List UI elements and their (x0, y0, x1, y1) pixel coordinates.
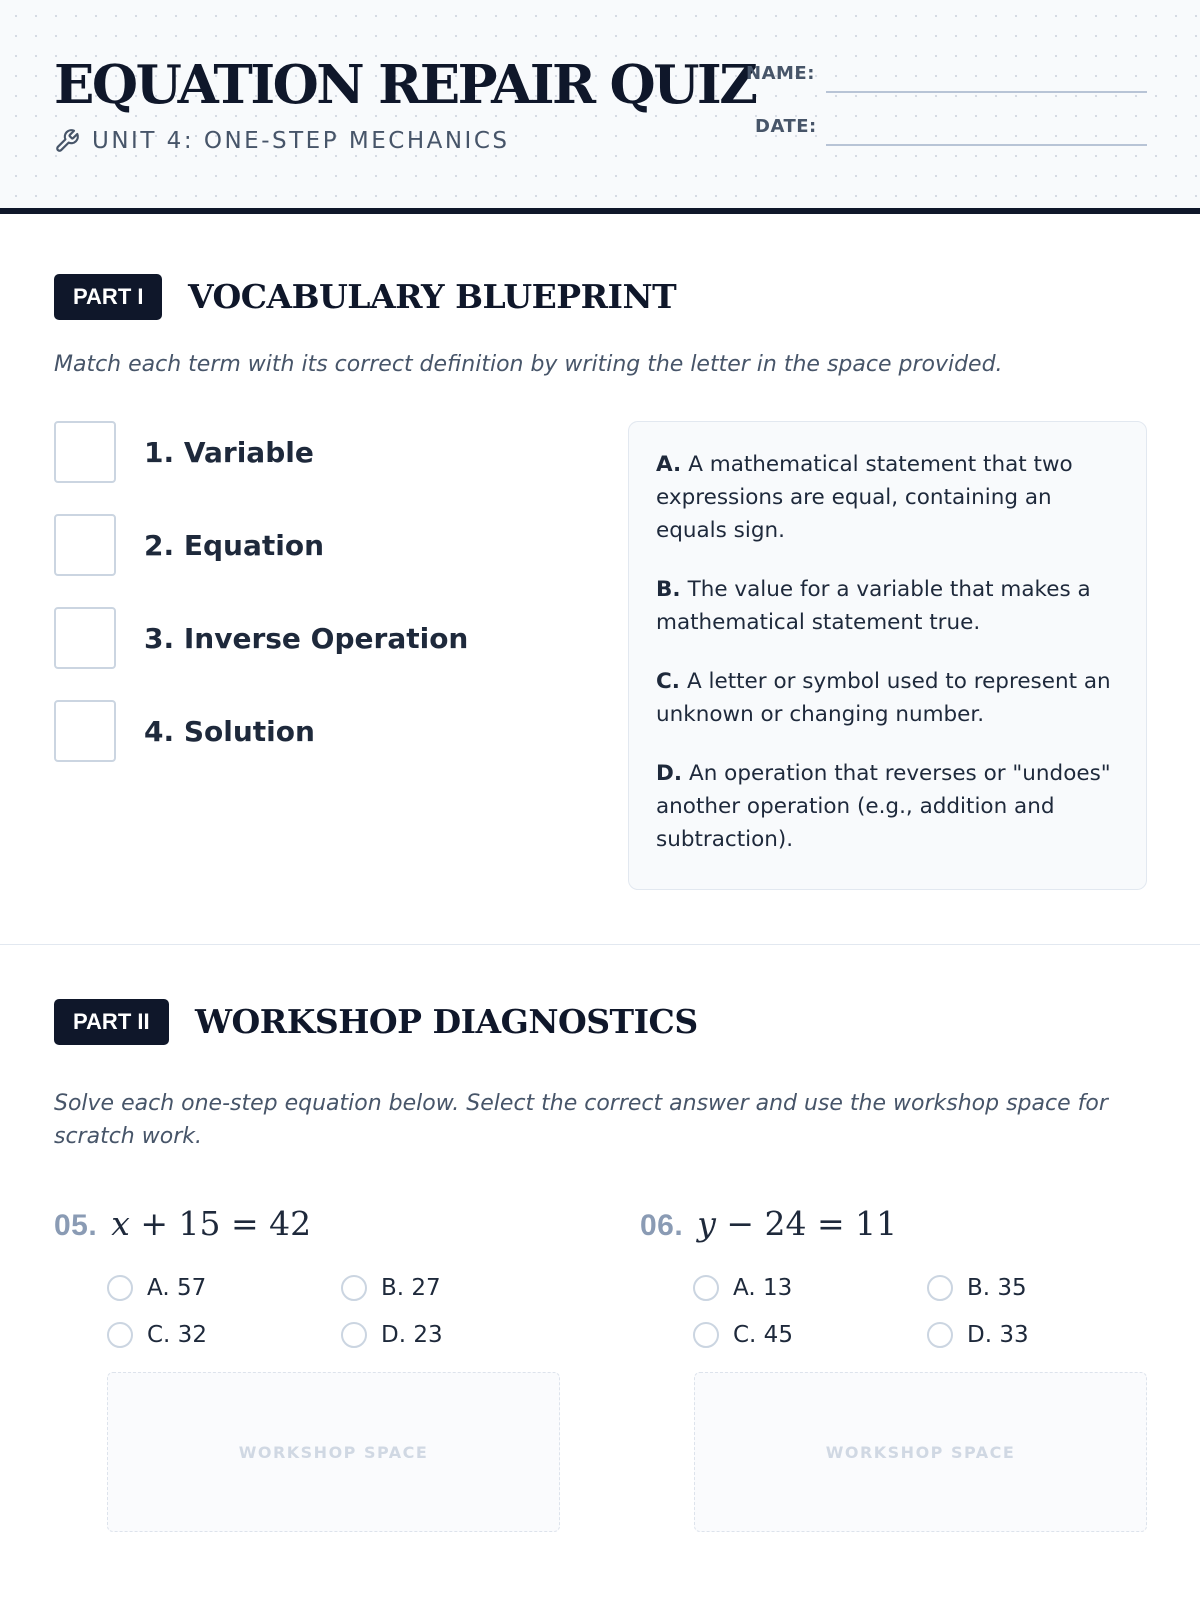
term-label: 1. Variable (144, 435, 314, 469)
definition-item (656, 665, 1120, 731)
term-row (54, 607, 468, 669)
definition-text: A letter or symbol used to represent an unknown or changing number. (656, 669, 1111, 727)
definition-item (656, 757, 1120, 856)
workshop-space-label: WORKSHOP SPACE (238, 1442, 429, 1462)
radio-button[interactable] (693, 1275, 719, 1301)
radio-button[interactable] (341, 1275, 367, 1301)
definition-letter: B. (656, 577, 681, 602)
quiz-title: EQUATION REPAIR QUIZ (54, 54, 756, 116)
answer-box[interactable] (54, 421, 116, 483)
definitions-box (628, 421, 1147, 890)
definition-letter: C. (656, 669, 680, 694)
term-row (54, 514, 324, 576)
part-2-badge: PART II (54, 999, 169, 1045)
term-label: 4. Solution (144, 714, 315, 748)
definition-text: The value for a variable that makes a mathematical statement true. (656, 577, 1091, 635)
answer-option[interactable] (693, 1275, 792, 1301)
option-label: A. 13 (733, 1275, 793, 1301)
answer-box[interactable] (54, 607, 116, 669)
equation-variable: y (697, 1204, 716, 1243)
answer-option[interactable] (693, 1322, 793, 1348)
workshop-space[interactable] (107, 1372, 560, 1532)
definition-letter: D. (656, 761, 683, 786)
answer-option[interactable] (341, 1322, 443, 1348)
question-equation (111, 1204, 311, 1243)
option-label: B. 35 (967, 1275, 1027, 1301)
option-label: A. 57 (147, 1275, 207, 1301)
question-number: 06. (640, 1209, 684, 1242)
term-row (54, 700, 315, 762)
date-label: DATE: (755, 116, 817, 137)
term-label: 2. Equation (144, 528, 325, 562)
equation-variable: x (111, 1204, 130, 1243)
radio-button[interactable] (341, 1322, 367, 1348)
question-number: 05. (54, 1209, 98, 1242)
radio-button[interactable] (107, 1322, 133, 1348)
definition-text: A mathematical statement that two expressions are equal, containing an equals sign. (656, 452, 1073, 543)
radio-button[interactable] (927, 1322, 953, 1348)
term-label: 3. Inverse Operation (144, 621, 469, 655)
part-1-badge: PART I (54, 274, 162, 320)
part-1-instructions: Match each term with its correct definition by writing the letter in the space provided. (54, 352, 1003, 377)
option-label: C. 45 (733, 1322, 793, 1348)
name-field[interactable] (826, 91, 1147, 93)
answer-option[interactable] (927, 1275, 1027, 1301)
answer-box[interactable] (54, 514, 116, 576)
answer-option[interactable] (107, 1322, 207, 1348)
radio-button[interactable] (927, 1275, 953, 1301)
answer-option[interactable] (927, 1322, 1029, 1348)
answer-option[interactable] (107, 1275, 206, 1301)
term-row (54, 421, 314, 483)
equation-expression: − 24 = 11 (715, 1204, 898, 1243)
question-equation (697, 1204, 897, 1243)
question-06-header (640, 1204, 897, 1243)
equation-expression: + 15 = 42 (129, 1204, 312, 1243)
question-05-header (54, 1204, 311, 1243)
wrench-icon (54, 128, 80, 154)
definition-letter: A. (656, 452, 682, 477)
name-label: NAME: (746, 63, 815, 84)
option-label: B. 27 (381, 1275, 441, 1301)
part-2-title: WORKSHOP DIAGNOSTICS (195, 1002, 698, 1041)
date-field[interactable] (826, 144, 1147, 146)
radio-button[interactable] (107, 1275, 133, 1301)
option-label: D. 33 (967, 1322, 1029, 1348)
option-label: C. 32 (147, 1322, 207, 1348)
section-divider (0, 944, 1200, 945)
part-2-instructions: Solve each one-step equation below. Select the correct answer and use the workshop space for scratch work. (54, 1091, 1108, 1149)
workshop-space[interactable] (694, 1372, 1147, 1532)
unit-subtitle-text: UNIT 4: ONE-STEP MECHANICS (92, 128, 510, 154)
option-label: D. 23 (381, 1322, 443, 1348)
answer-box[interactable] (54, 700, 116, 762)
unit-subtitle (54, 128, 510, 154)
definition-text: An operation that reverses or "undoes" another operation (e.g., addition and subtraction). (656, 761, 1111, 852)
workshop-space-label: WORKSHOP SPACE (825, 1442, 1016, 1462)
definition-item (656, 573, 1120, 639)
quiz-header (0, 0, 1200, 214)
radio-button[interactable] (693, 1322, 719, 1348)
definition-item (656, 448, 1120, 547)
answer-option[interactable] (341, 1275, 441, 1301)
part-1-title: VOCABULARY BLUEPRINT (188, 277, 677, 316)
